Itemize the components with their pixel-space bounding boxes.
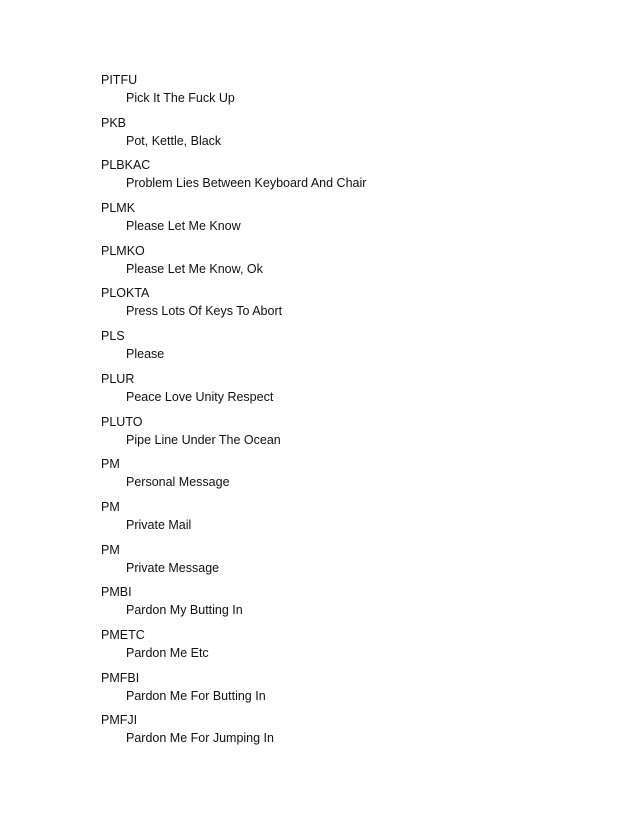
acronym-term: PLMKO <box>101 243 145 258</box>
acronym-entry <box>101 670 581 713</box>
acronym-definition: Pardon Me Etc <box>126 645 209 660</box>
acronym-term: PM <box>101 499 120 514</box>
acronym-term: PLUR <box>101 371 135 386</box>
acronym-definition: Pot, Kettle, Black <box>126 133 222 148</box>
acronym-entry <box>101 456 581 499</box>
acronym-term: PM <box>101 457 120 472</box>
acronym-definition: Problem Lies Between Keyboard And Chair <box>126 176 367 191</box>
acronym-term: PLS <box>101 329 125 344</box>
acronym-entry <box>101 200 581 243</box>
acronym-entry <box>101 584 581 627</box>
acronym-definition: Please <box>126 347 165 362</box>
acronym-entry <box>101 72 581 115</box>
acronym-term: PLOKTA <box>101 286 150 301</box>
acronym-term: PMFBI <box>101 670 140 685</box>
acronym-term: PKB <box>101 115 127 130</box>
acronym-term: PLUTO <box>101 414 143 429</box>
acronym-term: PMBI <box>101 585 132 600</box>
acronym-definition: Press Lots Of Keys To Abort <box>126 304 283 319</box>
acronym-definition: Private Mail <box>126 517 192 532</box>
acronym-definition: Personal Message <box>126 475 230 490</box>
acronym-definition: Pardon Me For Jumping In <box>126 731 274 746</box>
acronym-definition: Pardon Me For Butting In <box>126 688 266 703</box>
acronym-entry <box>101 627 581 670</box>
acronym-definition: Private Message <box>126 560 220 575</box>
acronym-definition: Pardon My Butting In <box>126 603 243 618</box>
acronym-entry <box>101 115 581 158</box>
acronym-term: PLMK <box>101 201 136 216</box>
acronym-entry <box>101 285 581 328</box>
acronym-entry <box>101 371 581 414</box>
acronym-entry <box>101 328 581 371</box>
acronym-definition: Peace Love Unity Respect <box>126 389 274 404</box>
acronym-definition: Please Let Me Know, Ok <box>126 261 263 276</box>
acronym-term: PITFU <box>101 73 138 87</box>
acronym-definition: Please Let Me Know <box>126 219 241 234</box>
acronym-term: PMETC <box>101 627 145 642</box>
acronym-entry <box>101 542 581 585</box>
acronym-entry <box>101 499 581 542</box>
acronym-definition: Pipe Line Under The Ocean <box>126 432 281 447</box>
acronym-entry <box>101 243 581 286</box>
acronym-term: PMFJI <box>101 713 138 728</box>
acronym-term: PM <box>101 542 120 557</box>
acronym-entry <box>101 712 581 755</box>
acronym-list <box>101 72 581 755</box>
acronym-definition: Pick It The Fuck Up <box>126 91 235 105</box>
acronym-entry <box>101 414 581 457</box>
acronym-entry <box>101 157 581 200</box>
acronym-term: PLBKAC <box>101 158 151 173</box>
